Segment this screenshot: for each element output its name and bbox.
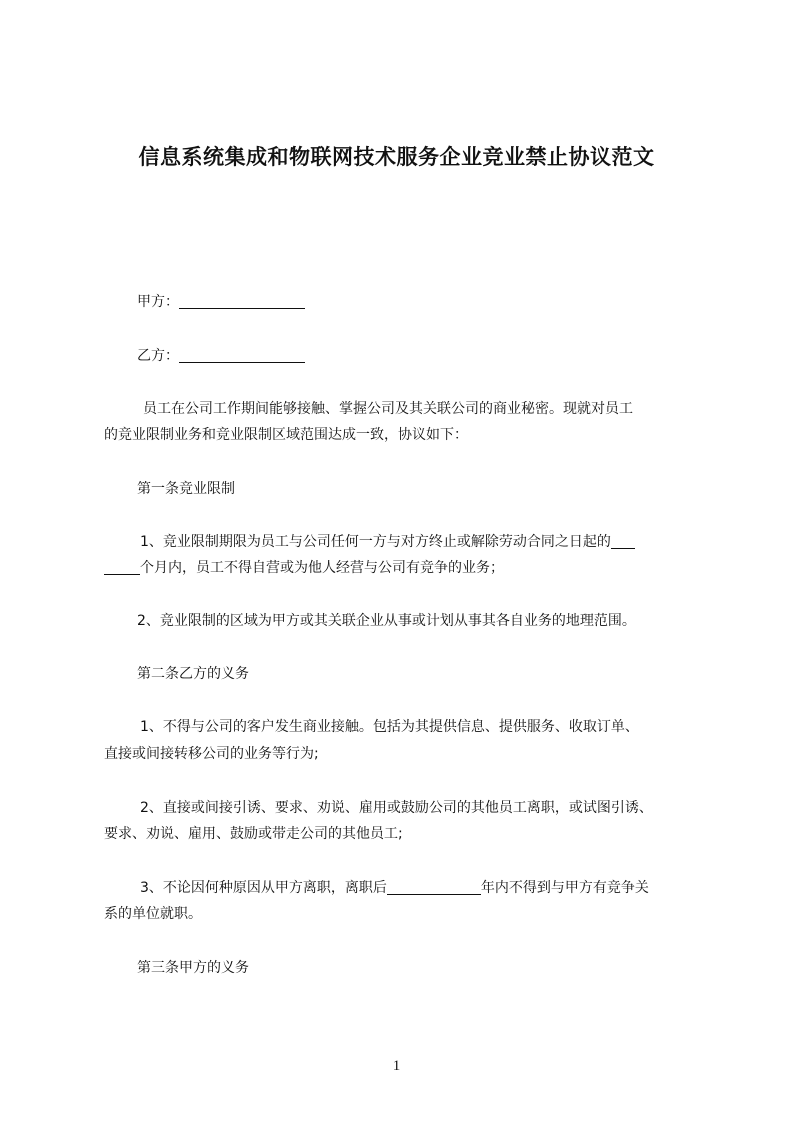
party-b-blank	[179, 348, 305, 363]
term-months-blank-start	[611, 534, 635, 549]
article-1-item-1-line-2	[104, 558, 504, 578]
page-number: 1	[392, 1058, 401, 1074]
article-1-item-1-text-continued: 个月内，员工不得自营或为他人经营与公司有竞争的业务；	[140, 560, 504, 576]
article-2-item-1-line-2: 直接或间接转移公司的业务等行为;	[104, 746, 319, 762]
intro-line-2: 的竞业限制业务和竞业限制区域范围达成一致，协议如下：	[104, 427, 468, 443]
article-2-item-3-text-before: 3、不论因何种原因从甲方离职，离职后	[140, 880, 387, 896]
party-b-line	[137, 346, 305, 366]
article-3-heading: 第三条甲方的义务	[137, 960, 249, 976]
document-title: 信息系统集成和物联网技术服务企业竞业禁止协议范文	[138, 145, 655, 169]
party-a-blank	[179, 294, 305, 309]
term-months-blank-end	[104, 560, 140, 575]
party-a-line	[137, 292, 305, 312]
article-2-item-2-line-2: 要求、劝说、雇用、鼓励或带走公司的其他员工;	[104, 826, 403, 842]
article-1-heading: 第一条竞业限制	[137, 481, 235, 497]
article-2-heading: 第二条乙方的义务	[137, 666, 249, 682]
article-2-item-3-line-2: 系的单位就职。	[104, 906, 202, 922]
article-2-item-3-line-1	[140, 878, 649, 898]
years-blank	[387, 880, 481, 895]
intro-line-1: 员工在公司工作期间能够接触、掌握公司及其关联公司的商业秘密。现就对员工	[143, 401, 633, 417]
article-1-item-1-line-1	[140, 532, 635, 552]
article-2-item-1-line-1: 1、不得与公司的客户发生商业接触。包括为其提供信息、提供服务、收取订单、	[140, 719, 639, 735]
party-a-label: 甲方：	[137, 294, 179, 310]
party-b-label: 乙方：	[137, 348, 179, 364]
article-1-item-1-text: 1、竞业限制期限为员工与公司任何一方与对方终止或解除劳动合同之日起的	[140, 534, 611, 550]
article-2-item-2-line-1: 2、直接或间接引诱、要求、劝说、雇用或鼓励公司的其他员工离职，或试图引诱、	[140, 800, 653, 816]
article-1-item-2: 2、竞业限制的区域为甲方或其关联企业从事或计划从事其各自业务的地理范围。	[137, 613, 636, 629]
article-2-item-3-text-after: 年内不得到与甲方有竞争关	[480, 880, 649, 896]
